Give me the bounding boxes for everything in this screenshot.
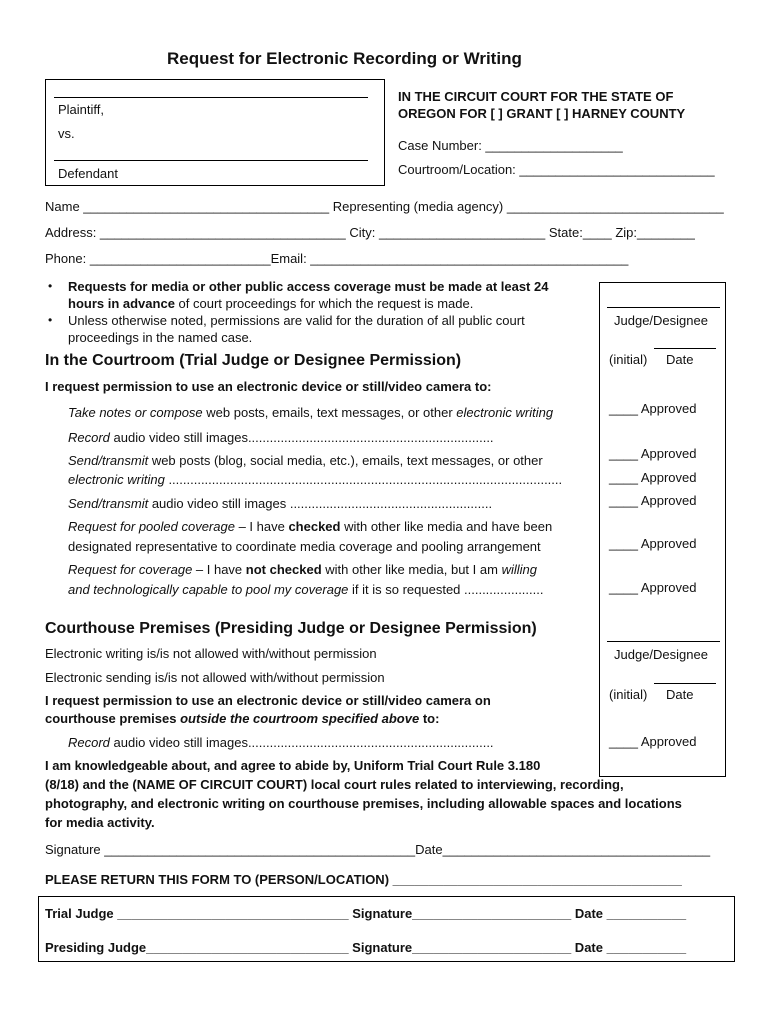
note1-bold-part: hours in advance: [68, 296, 175, 311]
premises-writing-line: Electronic writing is/is not allowed with/without permission: [45, 646, 377, 661]
court-header-line2: OREGON FOR [ ] GRANT [ ] HARNEY COUNTY: [398, 106, 686, 121]
item-coverage-line2-italic: and technologically capable to pool my coverage: [68, 582, 349, 597]
item-premises-record: [68, 735, 494, 750]
return-to-field[interactable]: PLEASE RETURN THIS FORM TO (PERSON/LOCATION) ________________________________________: [45, 872, 682, 887]
item-take-notes-italic2: electronic writing: [456, 405, 554, 420]
note1-line2: [68, 296, 473, 311]
address-field[interactable]: Address: __________________________________ City: _______________________ State:____ Zip:________: [45, 225, 695, 240]
premises-section-heading: Courthouse Premises (Presiding Judge or Designee Permission): [45, 620, 537, 637]
acknowledgement-line1: I am knowledgeable about, and agree to abide by, Uniform Trial Court Rule 3.180: [45, 758, 541, 773]
item-take-notes: [68, 405, 553, 420]
date-line-1[interactable]: [654, 348, 716, 349]
item-coverage-end: with other like media, but I am: [321, 562, 502, 577]
approved-record[interactable]: ____ Approved: [609, 446, 697, 461]
date-line-2[interactable]: [654, 683, 716, 684]
item-send-writing-dots: .............................................................................................................: [164, 472, 563, 487]
acknowledgement-line4: for media activity.: [45, 815, 155, 830]
courtroom-request-intro: I request permission to use an electronic device or still/video camera to:: [45, 379, 492, 394]
courtroom-section-heading: In the Courtroom (Trial Judge or Designee Permission): [45, 352, 462, 369]
presiding-judge-field[interactable]: Presiding Judge____________________________ Signature______________________ Date ___________: [45, 940, 687, 955]
note2-line2: proceedings in the named case.: [68, 330, 253, 345]
item-coverage-italic: Request for coverage: [68, 562, 193, 577]
case-number-field[interactable]: Case Number: ___________________: [398, 138, 623, 153]
page-title: Request for Electronic Recording or Writing: [167, 49, 522, 68]
item-send-writing: [68, 453, 543, 468]
judge-designee-label-2: Judge/Designee: [614, 647, 708, 662]
item-pooled-italic: Request for pooled coverage: [68, 519, 235, 534]
item-request-coverage: [68, 562, 537, 577]
date-label-2: Date: [666, 687, 694, 702]
note1-bold-line: Requests for media or other public access coverage must be made at least 24: [68, 279, 549, 294]
item-pooled-coverage-line2: designated representative to coordinate media coverage and pooling arrangement: [68, 539, 541, 554]
premises-request-c: to:: [419, 711, 440, 726]
phone-email-field[interactable]: Phone: _________________________Email: ____________________________________________: [45, 251, 629, 266]
approved-send-writing[interactable]: ____ Approved: [609, 470, 697, 485]
defendant-name-line[interactable]: [54, 160, 368, 161]
item-send-media-italic: Send/transmit: [68, 496, 149, 511]
name-representing-field[interactable]: Name __________________________________ Representing (media agency) ______________________________: [45, 199, 724, 214]
initial-label-1: (initial): [609, 352, 648, 367]
item-record-italic: Record: [68, 430, 110, 445]
date-label-1: Date: [666, 352, 694, 367]
item-coverage-italic-b: willing: [501, 562, 537, 577]
courtroom-location-field[interactable]: Courtroom/Location: ___________________________: [398, 162, 715, 177]
item-request-coverage-line2: [68, 582, 543, 597]
court-header-line1: IN THE CIRCUIT COURT FOR THE STATE OF: [398, 89, 674, 104]
judge-signature-line-2[interactable]: [607, 641, 720, 642]
initial-label-2: (initial): [609, 687, 648, 702]
item-coverage-mid: – I have: [192, 562, 246, 577]
approved-take-notes[interactable]: ____ Approved: [609, 401, 697, 416]
acknowledgement-line3: photography, and electronic writing on courthouse premises, including allowable spaces and locations: [45, 796, 682, 811]
approved-premises-record[interactable]: ____ Approved: [609, 734, 697, 749]
item-pooled-mid: – I have: [234, 519, 289, 534]
trial-judge-field[interactable]: Trial Judge ________________________________ Signature______________________ Date ___________: [45, 906, 687, 921]
approved-pooled-coverage[interactable]: ____ Approved: [609, 536, 697, 551]
item-pooled-end: with other like media and have been: [340, 519, 553, 534]
bullet-2: •: [48, 313, 53, 327]
item-send-writing-italic: Send/transmit: [68, 453, 149, 468]
item-premises-record-italic: Record: [68, 735, 110, 750]
item-take-notes-text: web posts, emails, text messages, or other: [202, 405, 457, 420]
item-send-writing-italic2: electronic writing: [68, 472, 165, 487]
item-coverage-bold: not checked: [245, 562, 322, 577]
item-send-writing-text: web posts (blog, social media, etc.), emails, text messages, or other: [148, 453, 543, 468]
item-send-media-text: audio video still images ........................................................: [148, 496, 493, 511]
acknowledgement-line2: (8/18) and the (NAME OF CIRCUIT COURT) local court rules related to interviewing, recording,: [45, 777, 624, 792]
plaintiff-name-line[interactable]: [54, 97, 368, 98]
item-pooled-coverage: [68, 519, 552, 534]
item-premises-record-text: audio video still images....................................................................: [109, 735, 494, 750]
plaintiff-label: Plaintiff,: [58, 102, 105, 117]
premises-request-line2: [45, 711, 439, 726]
vs-label: vs.: [58, 126, 75, 141]
judge-designee-label-1: Judge/Designee: [614, 313, 708, 328]
approved-send-media[interactable]: ____ Approved: [609, 493, 697, 508]
premises-request-line1: I request permission to use an electronic device or still/video camera on: [45, 693, 491, 708]
item-send-media: [68, 496, 492, 511]
judge-signature-line-1[interactable]: [607, 307, 720, 308]
defendant-label: Defendant: [58, 166, 118, 181]
signature-date-field[interactable]: Signature ___________________________________________Date_____________________________________: [45, 842, 711, 857]
item-record-text: audio video still images....................................................................: [109, 430, 494, 445]
item-pooled-bold: checked: [288, 519, 341, 534]
premises-sending-line: Electronic sending is/is not allowed with/without permission: [45, 670, 385, 685]
bullet-1: •: [48, 279, 53, 293]
item-coverage-line2-rest: if it is so requested ......................: [348, 582, 544, 597]
item-record: [68, 430, 494, 445]
note2-line1: Unless otherwise noted, permissions are valid for the duration of all public court: [68, 313, 525, 328]
item-send-writing-line2: [68, 472, 562, 487]
note1-rest: of court proceedings for which the request is made.: [174, 296, 474, 311]
item-take-notes-italic: Take notes or compose: [68, 405, 203, 420]
premises-request-b: outside the courtroom specified above: [180, 711, 420, 726]
approved-request-coverage[interactable]: ____ Approved: [609, 580, 697, 595]
premises-request-a: courthouse premises: [45, 711, 181, 726]
